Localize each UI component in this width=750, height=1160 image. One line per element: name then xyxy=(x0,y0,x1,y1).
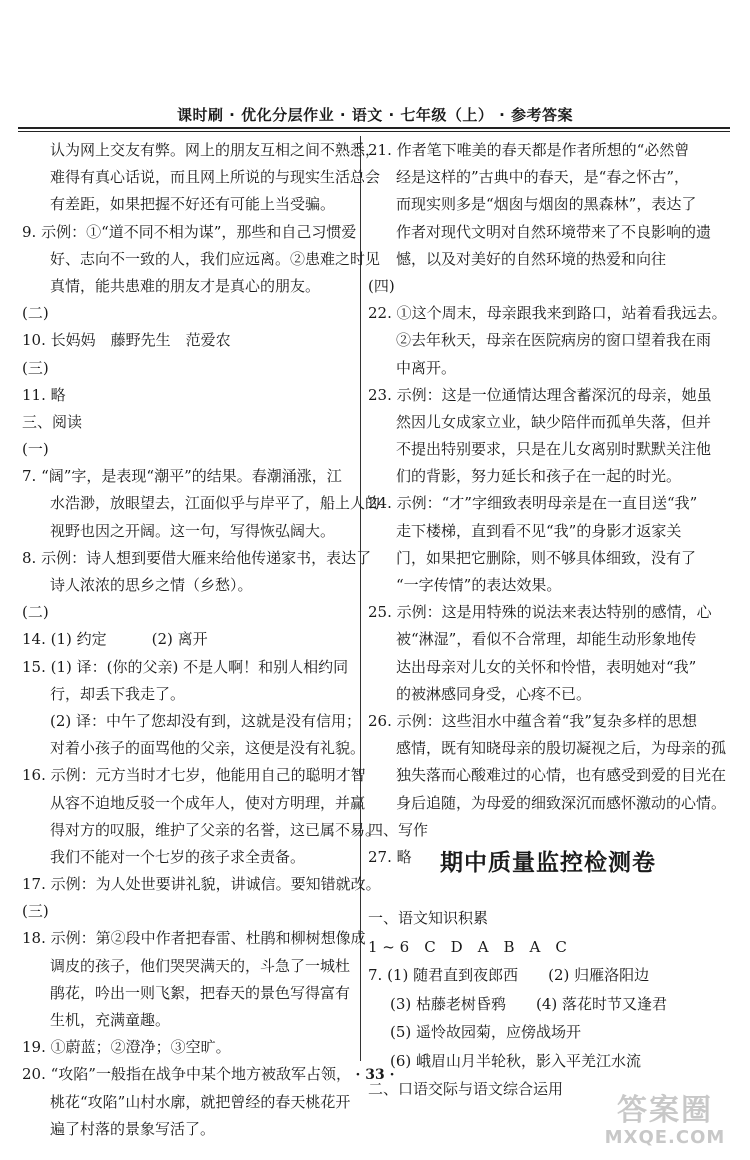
answer-line: (6) 峨眉山月半轮秋，影入平羌江水流 xyxy=(390,1051,642,1070)
answer-line: 19. ①蔚蓝；②澄净；③空旷。 xyxy=(22,1038,231,1057)
answer-line: 真情，能共患难的朋友才是真心的朋友。 xyxy=(50,276,321,295)
section-heading: (三) xyxy=(22,358,49,377)
answer-line: (2) 译：中午了您却没有到，这就是没有信用； xyxy=(50,711,362,730)
answer-line: 不提出特别要求，只是在儿女离别时默默关注他 xyxy=(396,440,712,459)
answer-line: 走下楼梯，直到看不见“我”的身影才返家关 xyxy=(396,521,682,540)
answer-line: 好、志向不一致的人，我们应远离。②患难之时见 xyxy=(50,249,381,268)
answer-line: 而现实则多是“烟囱与烟囱的黑森林”，表达了 xyxy=(396,195,697,214)
section-heading: (一) xyxy=(22,440,49,459)
answer-line: 15. (1) 译：(你的父亲) 不是人啊！和别人相约同 xyxy=(22,657,349,676)
answer-line: 17. 示例：为人处世要讲礼貌，讲诚信。要知错就改。 xyxy=(22,875,381,894)
answer-line: 难得有真心话说，而且网上所说的与现实生活总会 xyxy=(50,168,381,187)
answer-line: 独失落而心酸难过的心情，也有感受到爱的目光在 xyxy=(396,766,727,785)
page-number: · 33 · xyxy=(355,1067,395,1083)
answer-line: 11. 略 xyxy=(22,385,66,404)
answer-line: 7. “阔”字，是表现“潮平”的结果。春潮涌涨，江 xyxy=(22,467,342,486)
answer-line: ②去年秋天，母亲在医院病房的窗口望着我在雨 xyxy=(396,331,712,350)
answer-line: 诗人浓浓的思乡之情（乡愁）。 xyxy=(50,576,253,594)
answer-line: 调皮的孩子，他们哭哭满天的，斗急了一城杜 xyxy=(50,956,351,975)
header-rule xyxy=(18,127,730,129)
answer-line: 水浩渺，放眼望去，江面似乎与岸平了，船上人的 xyxy=(50,494,381,513)
answer-line: 从容不迫地反驳一个成年人，使对方明理，并赢 xyxy=(50,793,366,812)
answer-line: 作者对现代文明对自然环境带来了不良影响的遗 xyxy=(396,222,712,241)
answer-line: 生机，充满童趣。 xyxy=(50,1011,171,1029)
answer-line: 我们不能对一个七岁的孩子求全责备。 xyxy=(50,847,306,866)
answer-line: 认为网上交友有弊。网上的朋友互相之间不熟悉， xyxy=(50,141,381,159)
answer-line: 有差距，如果把握不好还有可能上当受骗。 xyxy=(50,195,336,214)
watermark-logo: 答案圈 MXQE.COM xyxy=(604,1093,726,1148)
section-heading: (三) xyxy=(22,902,49,921)
answer-line: 然因儿女成家立业，缺少陪伴而孤单失落，但并 xyxy=(396,412,712,431)
section-heading: 三、阅读 xyxy=(22,412,83,431)
answer-line: 23. 示例：这是一位通情达理含蓄深沉的母亲，她虽 xyxy=(368,385,712,404)
answer-line: 21. 作者笔下唯美的春天都是作者所想的“必然曾 xyxy=(368,141,690,159)
answer-line: 对着小孩子的面骂他的父亲，这便是没有礼貌。 xyxy=(50,739,366,758)
section-heading: (二) xyxy=(22,603,49,622)
answer-line: 得对方的叹服，维护了父亲的名誉，这已属不易。 xyxy=(50,820,381,839)
right-column xyxy=(368,137,728,871)
answer-line: 感情，既有知晓母亲的殷切凝视之后，为母亲的孤 xyxy=(396,739,727,758)
answer-line: 身后追随，为母爱的细致深沉而感怀激动的心情。 xyxy=(396,793,727,812)
answer-line: 8. 示例：诗人想到要借大雁来给他传递家书，表达了 xyxy=(22,548,372,567)
answer-line: 中离开。 xyxy=(396,358,457,377)
exam-title: 期中质量监控检测卷 xyxy=(440,850,656,876)
answer-line: 被“淋湿”，看似不合常理，却能生动形象地传 xyxy=(396,630,697,649)
answer-line: 22. ①这个周末，母亲跟我来到路口，站着看我远去。 xyxy=(368,304,727,323)
answer-line: “一字传情”的表达效果。 xyxy=(396,576,562,594)
answer-line: (5) 遥怜故园菊，应傍战场开 xyxy=(390,1023,582,1041)
answer-line: 24. 示例：“才”字细致表明母亲是在一直目送“我” xyxy=(368,494,698,513)
section-heading: 一、语文知识积累 xyxy=(368,909,489,927)
answer-line: (3) 枯藤老树昏鸦 (4) 落花时节又逢君 xyxy=(390,994,668,1013)
answer-line: 行，却丢下我走了。 xyxy=(50,684,186,703)
section-heading: (四) xyxy=(368,276,395,295)
answer-line: 遍了村落的景象写活了。 xyxy=(50,1119,216,1138)
answer-line: 14. (1) 约定 (2) 离开 xyxy=(22,630,208,649)
answer-line: 们的背影，努力延长和孩子在一起的时光。 xyxy=(396,467,682,486)
section-heading: 四、写作 xyxy=(368,820,429,839)
answer-line: 27. 略 xyxy=(368,847,412,866)
answer-line: 经是这样的”古典中的春天，是“春之怀古”， xyxy=(396,168,690,187)
answer-line: 的被淋感同身受，心疼不已。 xyxy=(396,684,592,703)
section-heading: 二、口语交际与语文综合运用 xyxy=(368,1080,564,1098)
page-header: 课时刷 · 优化分层作业 · 语文 · 七年级（上） · 参考答案 xyxy=(176,106,574,124)
answer-line: 20. “攻陷”一般指在战争中某个地方被敌军占领， xyxy=(22,1065,351,1084)
section-heading: (二) xyxy=(22,304,49,323)
answer-line: 1 ~ 6 C D A B A C xyxy=(368,937,567,956)
answer-line: 7. (1) 随君直到夜郎西 (2) 归雁洛阳边 xyxy=(368,966,650,984)
column-divider xyxy=(360,136,361,1061)
answer-line: 18. 示例：第②段中作者把春雷、杜鹃和柳树想像成 xyxy=(22,929,366,948)
answer-line: 25. 示例：这是用特殊的说法来表达特别的感情，心 xyxy=(368,603,712,622)
answer-line: 16. 示例：元方当时才七岁，他能用自己的聪明才智 xyxy=(22,766,366,785)
answer-line: 桃花“攻陷”山村水廓，就把曾经的春天桃花开 xyxy=(50,1092,351,1111)
header-rule-thin xyxy=(18,131,730,132)
answer-line: 门，如果把它删除，则不够具体细致，没有了 xyxy=(396,548,697,567)
answer-line: 鹃花，吟出一则飞絮，把春天的景色写得富有 xyxy=(50,983,351,1002)
answer-line: 憾，以及对美好的自然环境的热爱和向往 xyxy=(396,249,667,268)
answer-line: 视野也因之开阔。这一句，写得恢弘阔大。 xyxy=(50,521,336,540)
answer-line: 10. 长妈妈 藤野先生 范爱农 xyxy=(22,331,231,350)
answer-line: 达出母亲对儿女的关怀和怜惜，表明她对“我” xyxy=(396,657,697,676)
answer-line: 26. 示例：这些泪水中蕴含着“我”复杂多样的思想 xyxy=(368,711,697,730)
answer-line: 9. 示例：①“道不同不相为谋”，那些和自己习惯爱 xyxy=(22,222,357,241)
